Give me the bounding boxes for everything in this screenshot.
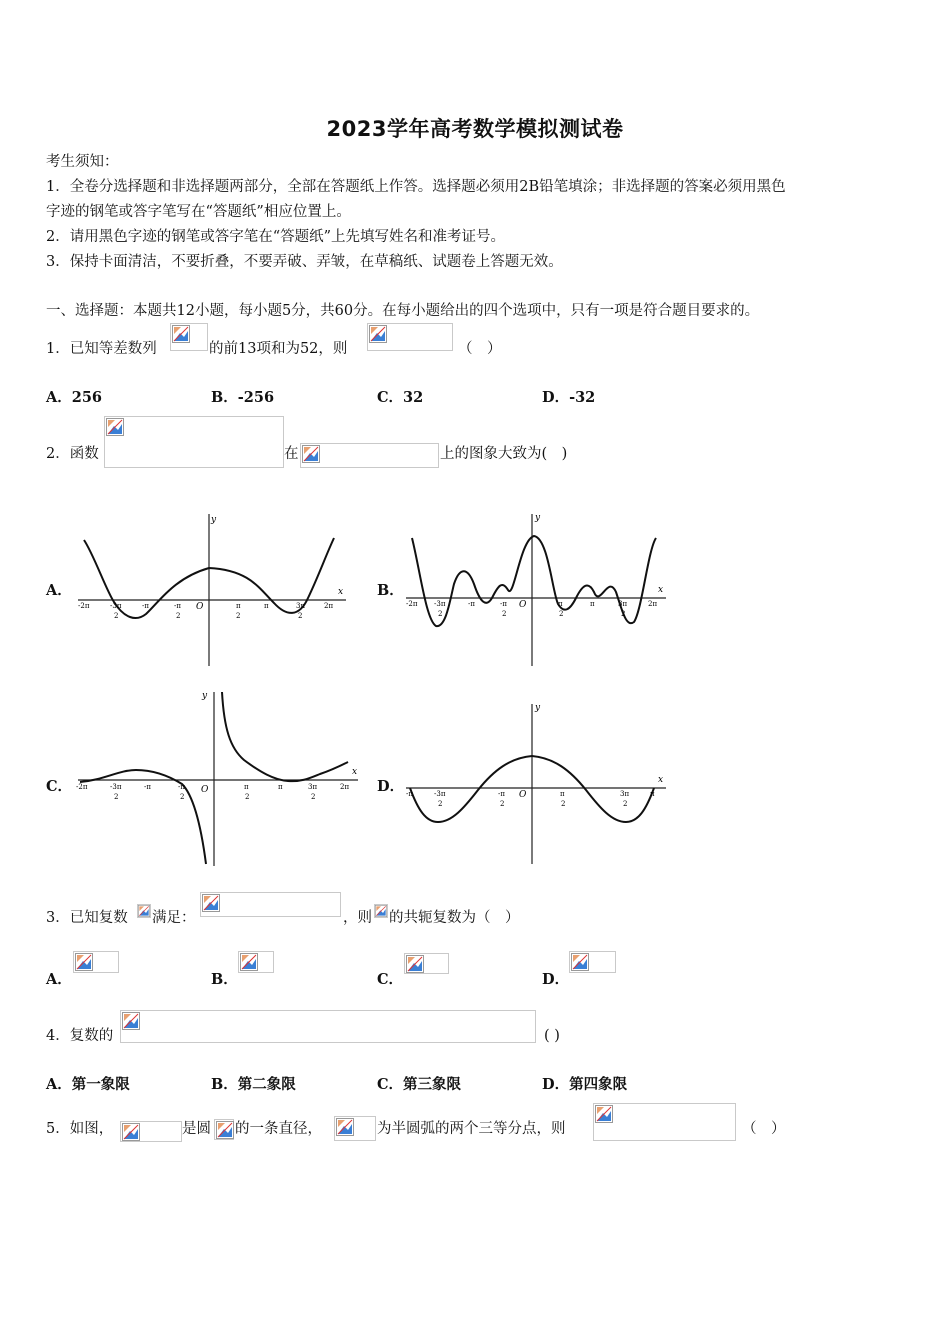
y-label: y (202, 691, 208, 701)
q2-option-b-label: B． (377, 582, 404, 599)
q1-option-b: B．-256 (211, 389, 275, 406)
notice-item-3: 3．保持卡面清洁，不要折叠，不要弄破、弄皱，在草稿纸、试题卷上答题无效。 (46, 254, 563, 270)
q5-text-1: 5．如图， (46, 1121, 114, 1137)
tick-label: -2π (76, 783, 88, 791)
origin-label: O (519, 600, 527, 610)
tick-label: -2π (78, 602, 90, 610)
broken-image-icon (216, 1121, 234, 1139)
tick-label: 2 (438, 800, 443, 808)
q1-text-1: 1．已知等差数列 (46, 341, 157, 357)
q5-formula-image-2 (214, 1119, 234, 1140)
tick-label: -π (144, 783, 151, 791)
q5-formula-image-1 (120, 1121, 182, 1142)
q1-option-d: D．-32 (542, 389, 596, 406)
tick-label: π (558, 600, 563, 608)
q5-formula-image-4 (593, 1103, 736, 1141)
broken-image-icon (122, 1123, 140, 1141)
curve-left (80, 770, 206, 864)
notice-item-1b: 字迹的钢笔或答字笔写在“答题纸”相应位置上。 (46, 204, 351, 220)
q3-option-d-image (569, 951, 616, 973)
tick-label: π (650, 790, 655, 798)
q2-formula-image-2 (300, 443, 439, 468)
tick-label: 3π (308, 783, 318, 791)
q5-text-3: 的一条直径， (235, 1121, 322, 1137)
broken-image-icon (375, 905, 387, 917)
broken-image-icon (369, 325, 387, 343)
q3-option-d-label: D． (542, 971, 570, 988)
q1-text-2: 的前13项和为52，则 (209, 341, 348, 357)
tick-label: 2 (311, 793, 316, 801)
q4-text-1: 4．复数的 (46, 1028, 114, 1044)
broken-image-icon (302, 445, 320, 463)
q4-option-b: B．第二象限 (211, 1076, 296, 1093)
tick-label: -π (174, 602, 181, 610)
y-label: y (535, 513, 541, 523)
q3-option-c-image (404, 953, 449, 974)
tick-label: 3π (620, 790, 630, 798)
broken-image-icon (336, 1118, 354, 1136)
q4-paren: ( ) (544, 1028, 560, 1044)
q2-text-3: 上的图象大致为( ) (440, 446, 568, 462)
tick-label: 2 (180, 793, 185, 801)
q5-paren: （ ） (742, 1121, 786, 1137)
q2-graph-a (74, 510, 354, 670)
tick-label: 2 (176, 612, 181, 620)
tick-label: 2π (324, 602, 334, 610)
x-label: x (658, 585, 664, 595)
tick-label: 2π (648, 600, 658, 608)
q2-graph-b (402, 510, 672, 670)
q3-option-c-label: C． (377, 971, 404, 988)
q3-option-a-image (73, 951, 119, 973)
tick-label: -3π (434, 600, 446, 608)
broken-image-icon (172, 325, 190, 343)
broken-image-icon (571, 953, 589, 971)
q2-option-a-label: A． (46, 582, 72, 599)
q5-formula-image-3 (334, 1116, 376, 1141)
tick-label: π (278, 783, 283, 791)
tick-label: 2 (500, 800, 505, 808)
broken-image-icon (406, 955, 424, 973)
broken-image-icon (202, 894, 220, 912)
tick-label: -2π (406, 600, 418, 608)
x-label: x (658, 775, 664, 785)
notice-heading: 考生须知： (46, 154, 119, 170)
broken-image-icon (106, 418, 124, 436)
q2-formula-image-1 (104, 416, 284, 468)
tick-label: 3π (618, 600, 628, 608)
q1-option-a: A．256 (46, 389, 103, 406)
tick-label: 2π (340, 783, 350, 791)
tick-label: -3π (434, 790, 446, 798)
q3-option-b-label: B． (211, 971, 238, 988)
tick-label: π (560, 790, 565, 798)
q3-text-3: ，则 (343, 910, 372, 926)
broken-image-icon (122, 1012, 140, 1030)
tick-label: π (264, 602, 269, 610)
q1-paren: （ ） (458, 341, 502, 357)
tick-label: 2 (623, 800, 628, 808)
q3-option-b-image (238, 951, 274, 973)
tick-label: -π (468, 600, 475, 608)
q2-text-1: 2．函数 (46, 446, 99, 462)
tick-label: -π (142, 602, 149, 610)
q1-option-c: C．32 (377, 389, 424, 406)
tick-label: -3π (110, 602, 122, 610)
tick-label: 2 (559, 610, 564, 618)
notice-item-1a: 1．全卷分选择题和非选择题两部分，全部在答题纸上作答。选择题必须用2B铅笔填涂；非选择题的答案必须用黑色 (46, 179, 786, 195)
tick-label: π (590, 600, 595, 608)
x-label: x (352, 767, 358, 777)
q5-text-4: 为半圆弧的两个三等分点，则 (377, 1121, 566, 1137)
tick-label: π (236, 602, 241, 610)
q4-option-c: C．第三象限 (377, 1076, 462, 1093)
q2-graph-c (74, 688, 364, 870)
q4-option-d: D．第四象限 (542, 1076, 628, 1093)
broken-image-icon (138, 905, 150, 917)
q2-text-2: 在 (284, 446, 299, 462)
tick-label: 2 (561, 800, 566, 808)
q3-formula-image-1 (137, 904, 151, 918)
q2-option-d-label: D． (377, 778, 405, 795)
tick-label: -π (178, 783, 185, 791)
broken-image-icon (75, 953, 93, 971)
x-label: x (338, 587, 344, 597)
origin-label: O (201, 785, 209, 795)
q3-formula-image-3 (374, 904, 388, 918)
tick-label: 3π (296, 602, 306, 610)
tick-label: -π (406, 790, 413, 798)
q1-formula-image-2 (367, 323, 453, 351)
page-title: 2023学年高考数学模拟测试卷 (326, 117, 624, 141)
q3-text-2: 满足： (152, 910, 196, 926)
tick-label: 2 (621, 610, 626, 618)
tick-label: 2 (502, 610, 507, 618)
q4-option-a: A．第一象限 (46, 1076, 130, 1093)
q3-option-a-label: A． (46, 971, 72, 988)
q4-formula-image (120, 1010, 536, 1043)
tick-label: 2 (114, 612, 119, 620)
curve (412, 536, 656, 626)
q3-text-4: 的共轭复数为（ ） (389, 910, 520, 926)
y-label: y (535, 703, 541, 713)
tick-label: 2 (245, 793, 250, 801)
q1-formula-image-1 (170, 323, 208, 351)
broken-image-icon (595, 1105, 613, 1123)
broken-image-icon (240, 953, 258, 971)
origin-label: O (519, 790, 527, 800)
tick-label: π (244, 783, 249, 791)
y-label: y (211, 515, 217, 525)
origin-label: O (196, 602, 204, 612)
tick-label: -π (500, 600, 507, 608)
tick-label: -π (498, 790, 505, 798)
tick-label: 2 (236, 612, 241, 620)
q5-text-2: 是圆 (182, 1121, 211, 1137)
q2-graph-d (402, 700, 672, 868)
q3-formula-image-2 (200, 892, 341, 917)
section-heading: 一、选择题：本题共12小题，每小题5分，共60分。在每小题给出的四个选项中，只有一项是符合题目要求的。 (46, 303, 760, 319)
q3-text-1: 3．已知复数 (46, 910, 128, 926)
tick-label: 2 (438, 610, 443, 618)
tick-label: 2 (114, 793, 119, 801)
notice-item-2: 2．请用黑色字迹的钢笔或答字笔在“答题纸”上先填写姓名和准考证号。 (46, 229, 506, 245)
curve-right (222, 692, 348, 781)
tick-label: 2 (298, 612, 303, 620)
tick-label: -3π (110, 783, 122, 791)
q2-option-c-label: C． (46, 778, 73, 795)
